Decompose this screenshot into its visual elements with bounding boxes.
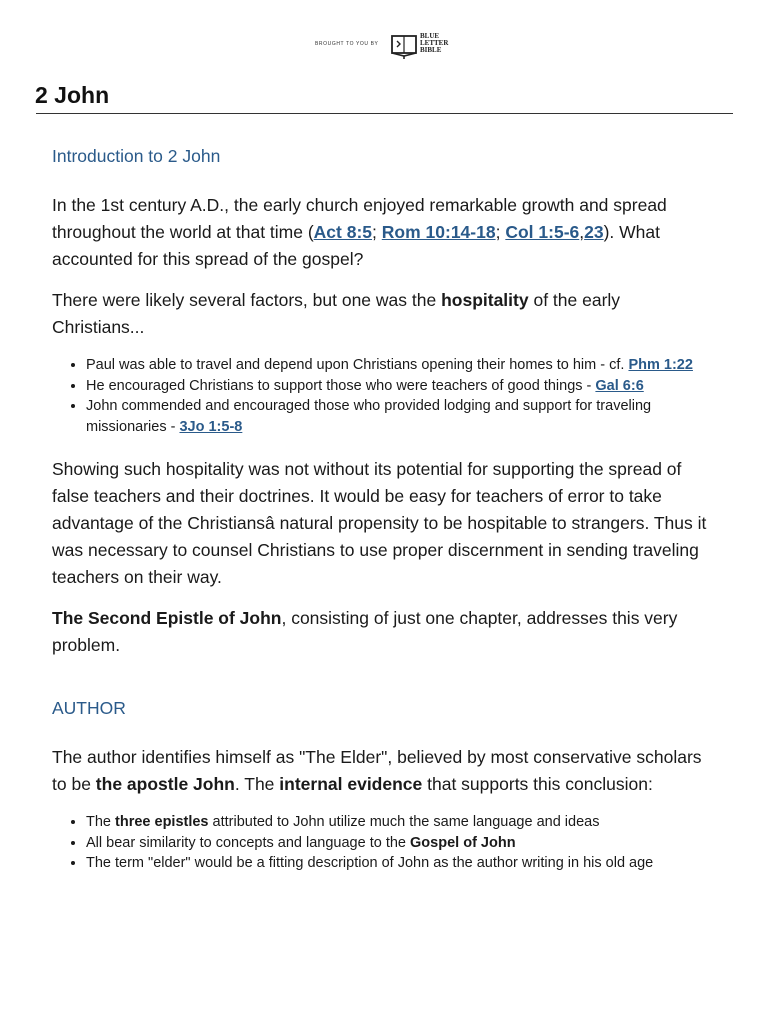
author-paragraph-1: The author identifies himself as "The Elder", believed by most conservative scholars to be the apostle John. The internal evidence that supports this conclusion: [52, 747, 702, 794]
title-divider [36, 113, 733, 114]
intro-paragraph-2: There were likely several factors, but one was the hospitality of the early Christians... [52, 290, 621, 337]
brought-to-you-by: BROUGHT TO YOU BY [315, 41, 379, 47]
main-content [52, 144, 716, 874]
blue-letter-bible-logo[interactable]: BLUE LETTER BIBLE [420, 32, 449, 54]
list-item: • John commended and encouraged those who provided lodging and support for traveling missionaries - 3Jo 1:5-8 [86, 396, 716, 437]
list-item: • All bear similarity to concepts and language to the Gospel of John [86, 833, 716, 854]
intro-paragraph-3: Showing such hospitality was not without its potential for supporting the spread of false teachers and their doctrines. It would be easy for teachers of error to take advantage of the Christiansâ natural propensity to be hospitable to strangers. Thus it was necessary to counsel Christians to use proper discernment in sending traveling teachers on their way. [52, 459, 707, 587]
hospitality-list [52, 355, 716, 437]
page-header [0, 31, 768, 61]
scripture-link-3jo-1-5-8[interactable]: 3Jo 1:5-8 [179, 418, 243, 435]
list-item: • Paul was able to travel and depend upon Christians opening their homes to him - cf. Phm 1:22 [86, 355, 716, 376]
scripture-link-col-1-5-6[interactable]: Col 1:5-6 [505, 222, 580, 242]
intro-heading: Introduction to 2 John [52, 146, 221, 166]
intro-paragraph-4: The Second Epistle of John, consisting of just one chapter, addresses this very problem. [52, 608, 678, 655]
intro-paragraph-1: In the 1st century A.D., the early church enjoyed remarkable growth and spread throughout the world at that time (Act 8:5; Rom 10:14-18; Col 1:5-6,23). What accounted for this spread of the gospel? [52, 195, 667, 269]
page-title: 2 John [35, 82, 110, 108]
list-item: • The term "elder" would be a fitting description of John as the author writing in his old age [86, 853, 716, 874]
blue-letter-bible-book-icon [390, 32, 418, 60]
list-item: • He encouraged Christians to support those who were teachers of good things - Gal 6:6 [86, 376, 716, 397]
scripture-link-phm-1-22[interactable]: Phm 1:22 [628, 357, 693, 373]
internal-evidence-list [52, 812, 716, 874]
scripture-link-rom-10-14-18[interactable]: Rom 10:14-18 [381, 222, 496, 242]
scripture-link-gal-6-6[interactable]: Gal 6:6 [595, 377, 644, 394]
list-item: • The three epistles attributed to John utilize much the same language and ideas [86, 812, 716, 833]
author-heading: AUTHOR [52, 698, 126, 718]
scripture-link-col-1-23[interactable]: 23 [584, 222, 604, 242]
scripture-link-act-8-5[interactable]: Act 8:5 [313, 222, 373, 242]
